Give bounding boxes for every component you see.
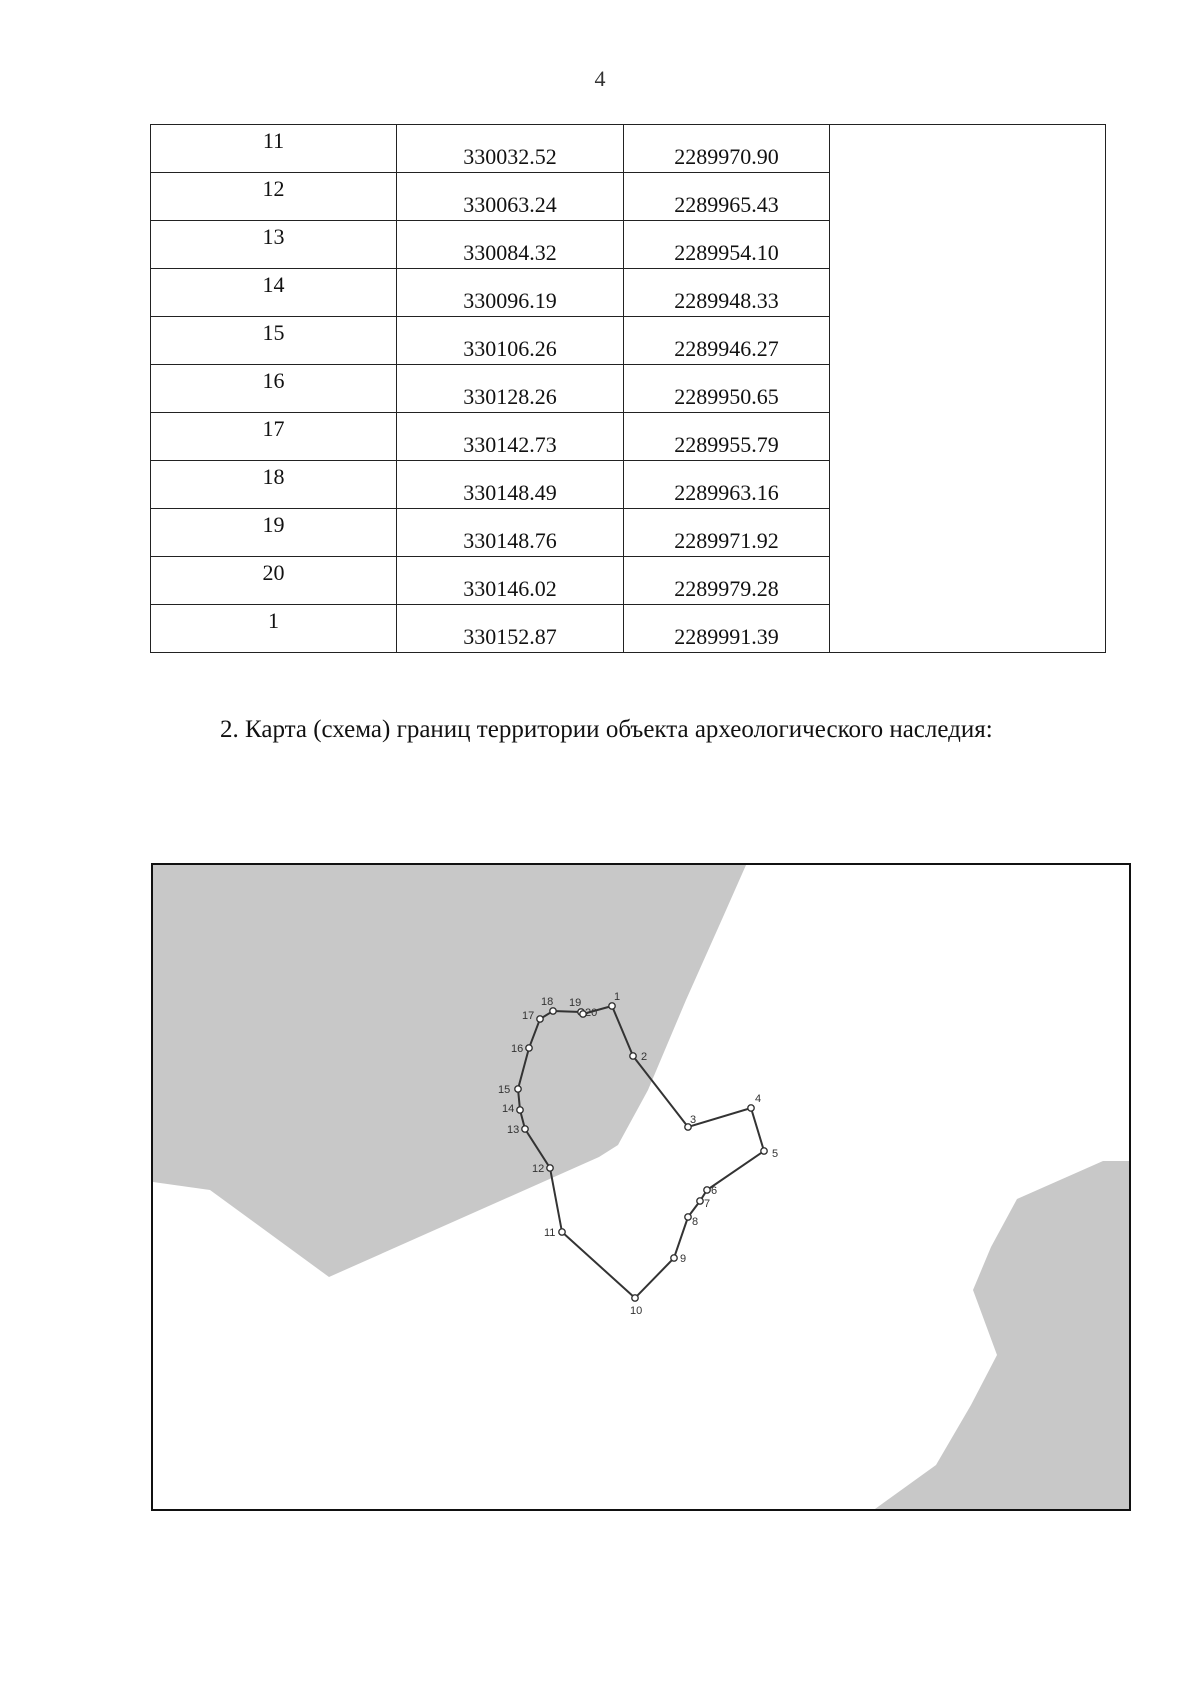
coordinate-y: 2289965.43 [624, 173, 830, 221]
coordinate-x: 330084.32 [397, 221, 624, 269]
boundary-vertex [550, 1008, 556, 1014]
vertex-label: 5 [772, 1148, 779, 1160]
vertex-label: 20 [585, 1007, 598, 1019]
boundary-vertex [671, 1255, 677, 1261]
coordinate-y: 2289954.10 [624, 221, 830, 269]
vertex-label: 18 [541, 996, 554, 1008]
point-number: 12 [151, 173, 397, 221]
vertex-label: 15 [498, 1084, 511, 1096]
coordinate-x: 330148.76 [397, 509, 624, 557]
coordinate-x: 330063.24 [397, 173, 624, 221]
vertex-label: 12 [532, 1163, 545, 1175]
coordinate-x: 330128.26 [397, 365, 624, 413]
coordinate-x: 330096.19 [397, 269, 624, 317]
vertex-label: 1 [614, 991, 621, 1003]
boundary-map [151, 863, 1131, 1511]
vertex-label: 6 [711, 1185, 718, 1197]
boundary-vertex [630, 1053, 636, 1059]
boundary-vertex [704, 1187, 710, 1193]
coordinate-x: 330106.26 [397, 317, 624, 365]
coordinate-y: 2289979.28 [624, 557, 830, 605]
map-canvas [153, 865, 1129, 1509]
boundary-vertex [697, 1198, 703, 1204]
coordinate-x: 330032.52 [397, 125, 624, 173]
boundary-vertex [517, 1107, 523, 1113]
land-area-east [875, 1161, 1129, 1509]
vertex-label: 3 [690, 1114, 697, 1126]
vertex-label: 9 [680, 1253, 687, 1265]
coordinates-table [150, 124, 1106, 653]
vertex-label: 7 [704, 1198, 711, 1210]
boundary-vertex [609, 1003, 615, 1009]
boundary-vertex [526, 1045, 532, 1051]
point-number: 18 [151, 461, 397, 509]
point-number: 19 [151, 509, 397, 557]
point-number: 15 [151, 317, 397, 365]
coordinate-x: 330152.87 [397, 605, 624, 653]
boundary-vertex [559, 1229, 565, 1235]
vertex-label: 17 [522, 1010, 535, 1022]
map-caption: 2. Карта (схема) границ территории объекта археологического наследия: [220, 716, 993, 743]
boundary-vertex [632, 1295, 638, 1301]
coordinate-y: 2289948.33 [624, 269, 830, 317]
point-number: 11 [151, 125, 397, 173]
land-area-northwest [153, 865, 746, 1277]
coordinate-x: 330142.73 [397, 413, 624, 461]
point-number: 13 [151, 221, 397, 269]
point-number: 16 [151, 365, 397, 413]
vertex-label: 16 [511, 1043, 524, 1055]
vertex-label: 13 [507, 1124, 520, 1136]
vertex-label: 10 [630, 1305, 643, 1317]
vertex-label: 14 [502, 1103, 515, 1115]
point-number: 20 [151, 557, 397, 605]
point-number: 17 [151, 413, 397, 461]
boundary-vertex [748, 1105, 754, 1111]
vertex-label: 2 [641, 1051, 648, 1063]
boundary-vertex [547, 1165, 553, 1171]
coordinate-y: 2289950.65 [624, 365, 830, 413]
coordinate-y: 2289955.79 [624, 413, 830, 461]
boundary-vertex [685, 1214, 691, 1220]
table-row [151, 125, 1106, 173]
point-number: 14 [151, 269, 397, 317]
coordinate-y: 2289963.16 [624, 461, 830, 509]
coordinate-y: 2289970.90 [624, 125, 830, 173]
coordinate-x: 330146.02 [397, 557, 624, 605]
coordinate-y: 2289991.39 [624, 605, 830, 653]
coordinate-y: 2289946.27 [624, 317, 830, 365]
boundary-vertex [761, 1148, 767, 1154]
coordinate-x: 330148.49 [397, 461, 624, 509]
coordinate-y: 2289971.92 [624, 509, 830, 557]
notes-column [830, 125, 1106, 653]
vertex-label: 8 [692, 1216, 699, 1228]
page-number: 4 [594, 66, 606, 91]
vertex-label: 4 [755, 1093, 762, 1105]
point-number: 1 [151, 605, 397, 653]
vertex-label: 11 [544, 1227, 556, 1239]
boundary-vertex [537, 1016, 543, 1022]
boundary-vertex [522, 1126, 528, 1132]
vertex-label: 19 [569, 997, 582, 1009]
boundary-vertex [515, 1086, 521, 1092]
